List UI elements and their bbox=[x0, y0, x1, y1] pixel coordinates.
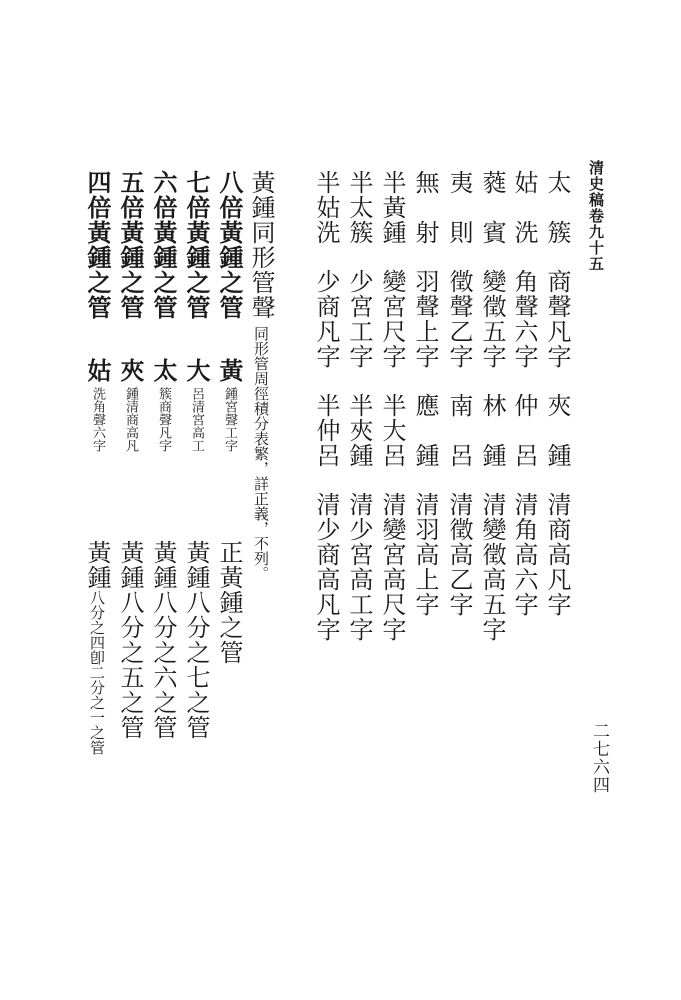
pipe-name: 半仲呂 bbox=[312, 393, 340, 468]
pitch-entry bbox=[83, 358, 112, 452]
table-column bbox=[512, 170, 536, 617]
pitch-entry bbox=[182, 358, 211, 452]
multiple-pipe-label: 六倍黃鍾之管 bbox=[149, 170, 178, 320]
tone-name: 變宮尺字 bbox=[378, 269, 406, 369]
section-note: 同形管周徑積分表繁，詳正義，不列。 bbox=[252, 326, 270, 581]
pitch-char: 黃 bbox=[215, 358, 244, 383]
tone-name: 清變徵高五字 bbox=[478, 492, 506, 642]
table-column bbox=[347, 170, 371, 642]
pipe-name: 無 射 bbox=[411, 170, 439, 245]
fraction-pipe-label: 黃鍾八分之七之管 bbox=[182, 540, 210, 740]
tone-name: 商聲凡字 bbox=[543, 269, 571, 369]
pitch-note: 鍾宮聲工字 bbox=[222, 387, 237, 452]
tone-name: 清變宮高尺字 bbox=[378, 492, 406, 642]
table-column bbox=[380, 170, 404, 642]
pipe-name: 太 簇 bbox=[543, 170, 571, 245]
section-heading bbox=[249, 170, 273, 581]
pipe-name: 姑 洗 bbox=[510, 170, 538, 245]
tone-name: 清徵高乙字 bbox=[445, 492, 473, 617]
page-number: 二七六四 bbox=[589, 722, 609, 794]
table-column bbox=[480, 170, 504, 642]
pipe-name: 南 呂 bbox=[445, 393, 473, 468]
pipe-name: 夷 則 bbox=[445, 170, 473, 245]
pipe-name: 半太簇 bbox=[345, 170, 373, 245]
pipe-name: 夾 鍾 bbox=[543, 393, 571, 468]
fraction-pipe-label bbox=[85, 540, 109, 755]
pipe-name: 蕤 賓 bbox=[478, 170, 506, 245]
fraction-pipe-label: 正黃鍾之管 bbox=[215, 540, 243, 665]
fraction-end: 之管 bbox=[88, 725, 106, 755]
table-column bbox=[314, 170, 338, 642]
tone-name: 徵聲乙字 bbox=[445, 269, 473, 369]
pitch-entry bbox=[215, 358, 244, 452]
pitch-char: 大 bbox=[182, 358, 211, 383]
pipe-name: 半夾鍾 bbox=[345, 393, 373, 468]
tone-name: 少商凡字 bbox=[312, 269, 340, 369]
table-column bbox=[447, 170, 471, 617]
pitch-entry bbox=[116, 358, 145, 452]
tone-name: 羽聲上字 bbox=[411, 269, 439, 369]
pitch-char: 夾 bbox=[116, 358, 145, 383]
pitch-entry bbox=[149, 358, 178, 452]
table-column bbox=[545, 170, 569, 617]
pitch-note: 洗角聲六字 bbox=[90, 387, 105, 452]
pitch-note: 簇商聲凡字 bbox=[156, 387, 171, 452]
tone-name: 變徵五字 bbox=[478, 269, 506, 369]
pitch-note: 鍾清商高凡 bbox=[123, 387, 138, 452]
multiple-pipe-label: 五倍黃鍾之管 bbox=[116, 170, 145, 320]
pitch-note: 呂清宮高工 bbox=[189, 387, 204, 452]
running-header: 清史稿卷九十五 bbox=[587, 160, 605, 272]
pipe-name: 應 鍾 bbox=[411, 393, 439, 468]
pitch-char: 太 bbox=[149, 358, 178, 383]
table-column bbox=[413, 170, 437, 617]
pipe-name: 仲 呂 bbox=[510, 393, 538, 468]
tone-name: 清角高六字 bbox=[510, 492, 538, 617]
tone-name: 清商高凡字 bbox=[543, 492, 571, 617]
fraction-main: 黃鍾 bbox=[83, 540, 111, 590]
pipe-name: 林 鍾 bbox=[478, 393, 506, 468]
multiple-pipe-label: 八倍黃鍾之管 bbox=[215, 170, 244, 320]
fraction-pipe-label: 黃鍾八分之五之管 bbox=[116, 540, 144, 740]
tone-name: 角聲六字 bbox=[510, 269, 538, 369]
tone-name: 清少宮高工字 bbox=[345, 492, 373, 642]
pipe-name: 半大呂 bbox=[378, 393, 406, 468]
fraction-pipe-label: 黃鍾八分之六之管 bbox=[149, 540, 177, 740]
tone-name: 少宮工字 bbox=[345, 269, 373, 369]
multiple-pipe-label: 四倍黃鍾之管 bbox=[83, 170, 112, 320]
multiple-pipe-label: 七倍黃鍾之管 bbox=[182, 170, 211, 320]
fraction-note: 八分之四卽二分之一 bbox=[88, 590, 106, 725]
tone-name: 清少商高凡字 bbox=[312, 492, 340, 642]
pipe-name: 半黃鍾 bbox=[378, 170, 406, 245]
pipe-name: 半姑洗 bbox=[312, 170, 340, 245]
pitch-char: 姑 bbox=[83, 358, 112, 383]
section-title: 黃鍾同形管聲 bbox=[247, 170, 275, 320]
tone-name: 清羽高上字 bbox=[411, 492, 439, 617]
